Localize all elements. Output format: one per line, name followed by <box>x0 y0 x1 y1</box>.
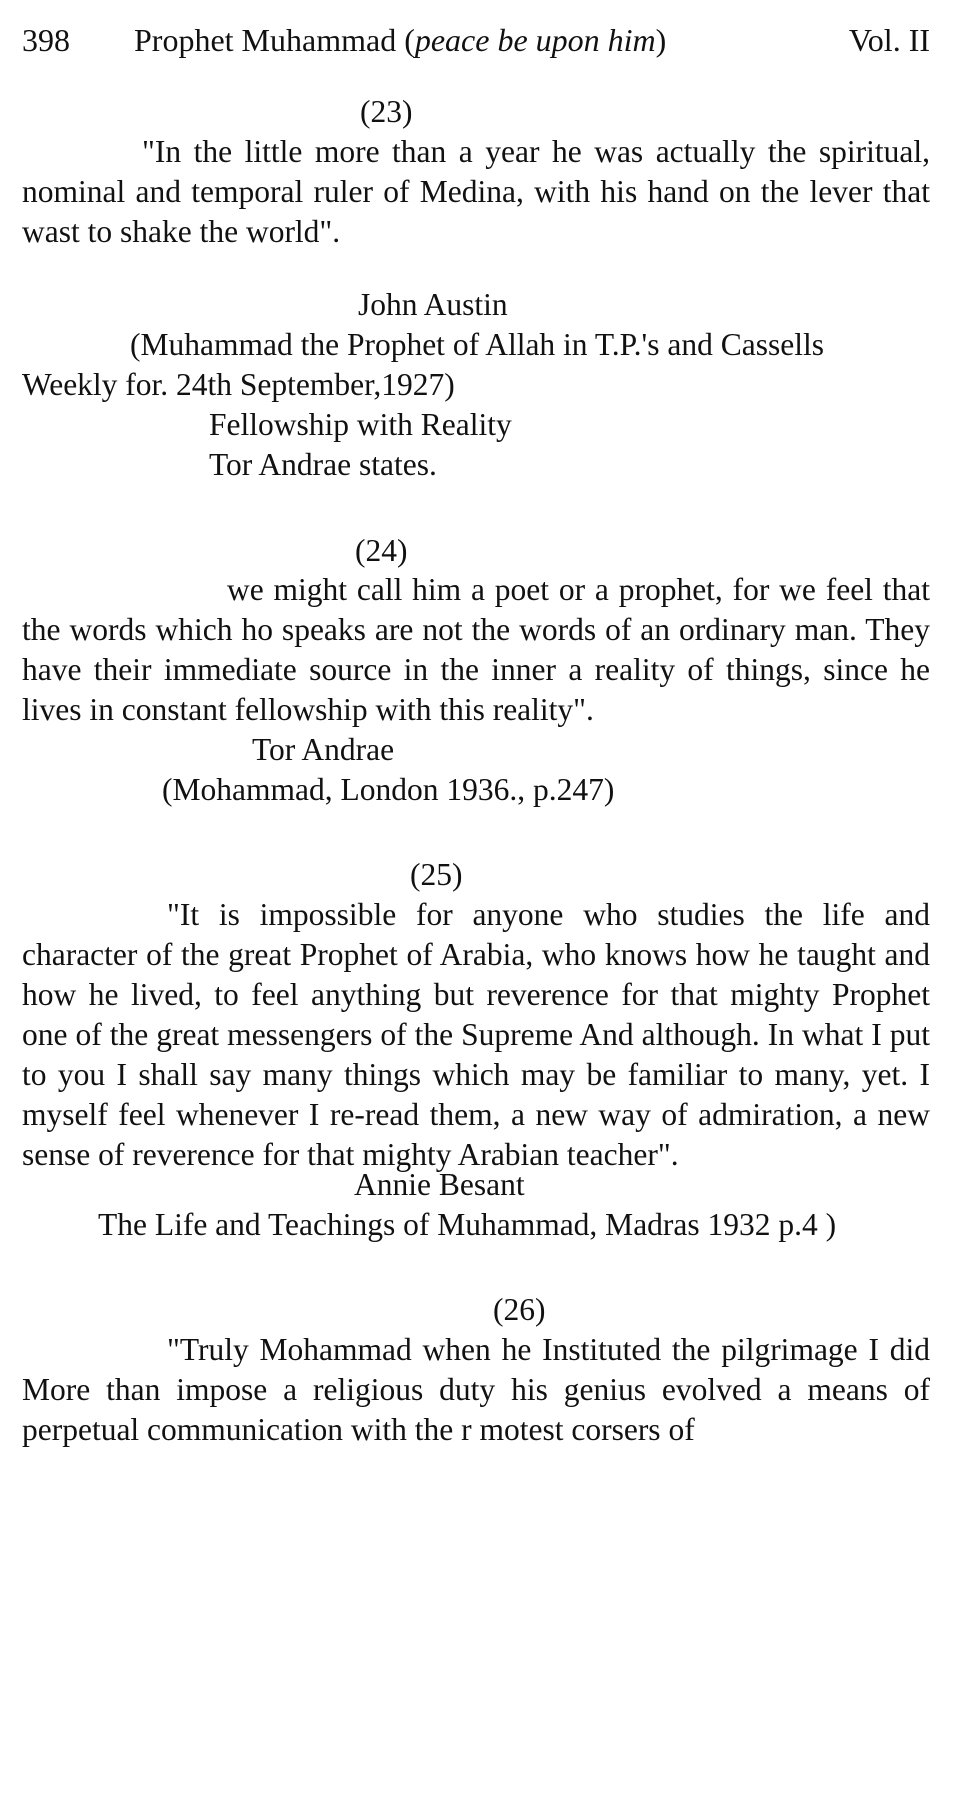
quote-23-source-line1: (Muhammad the Prophet of Allah in T.P.'s and Cassells <box>130 327 824 362</box>
page-number: 398 <box>22 22 70 58</box>
section-intro: Tor Andrae states. <box>209 447 437 482</box>
running-title-prefix: Prophet Muhammad ( <box>134 22 415 58</box>
running-title-suffix: ) <box>655 22 667 58</box>
quote-24-text: we might call him a poet or a prophet, for we feel that the words which ho speaks are not the words of an ordinary man. They have their immediate source in the inner a reality of things, since he lives in constant fellowship with this reality". <box>22 572 930 727</box>
quote-number-24: (24) <box>355 533 408 568</box>
quote-26-text: "Truly Mohammad when he Instituted the pilgrimage I did More than impose a religious duty his genius evolved a means of perpetual communication with the r motest corsers of <box>22 1332 930 1447</box>
running-title <box>134 18 666 62</box>
quote-25-source: The Life and Teachings of Muhammad, Madras 1932 p.4 ) <box>98 1207 837 1242</box>
running-title-italic: peace be upon him <box>414 22 656 58</box>
section-heading: Fellowship with Reality <box>209 407 512 442</box>
quote-25-text: "It is impossible for anyone who studies the life and character of the great Prophet of Arabia, who knows how he taught and how he lived, to feel anything but reverence for that mighty Prophet one of the great messengers of the Supreme And although. In what I put to you I shall say many things which may be familiar to many, yet. I myself feel whenever I re-read them, a new way of admiration, a new sense of reverence for that mighty Arabian teacher". <box>22 897 930 1172</box>
quote-23-text: "In the little more than a year he was actually the spiritual, nominal and temporal ruler of Medina, with his hand on the lever that wast to shake the world". <box>22 134 930 249</box>
quote-23-source-line2: Weekly for. 24th September,1927) <box>22 367 455 402</box>
quote-number-26: (26) <box>493 1292 546 1327</box>
quote-23-author: John Austin <box>358 287 508 322</box>
quote-24-source: (Mohammad, London 1936., p.247) <box>162 772 615 807</box>
quote-number-25: (25) <box>410 857 463 892</box>
quote-24-author: Tor Andrae <box>252 732 395 767</box>
volume-label: Vol. II <box>848 22 930 58</box>
quote-number-23: (23) <box>360 94 413 129</box>
page-header <box>22 18 938 62</box>
quote-25-author: Annie Besant <box>354 1167 525 1202</box>
